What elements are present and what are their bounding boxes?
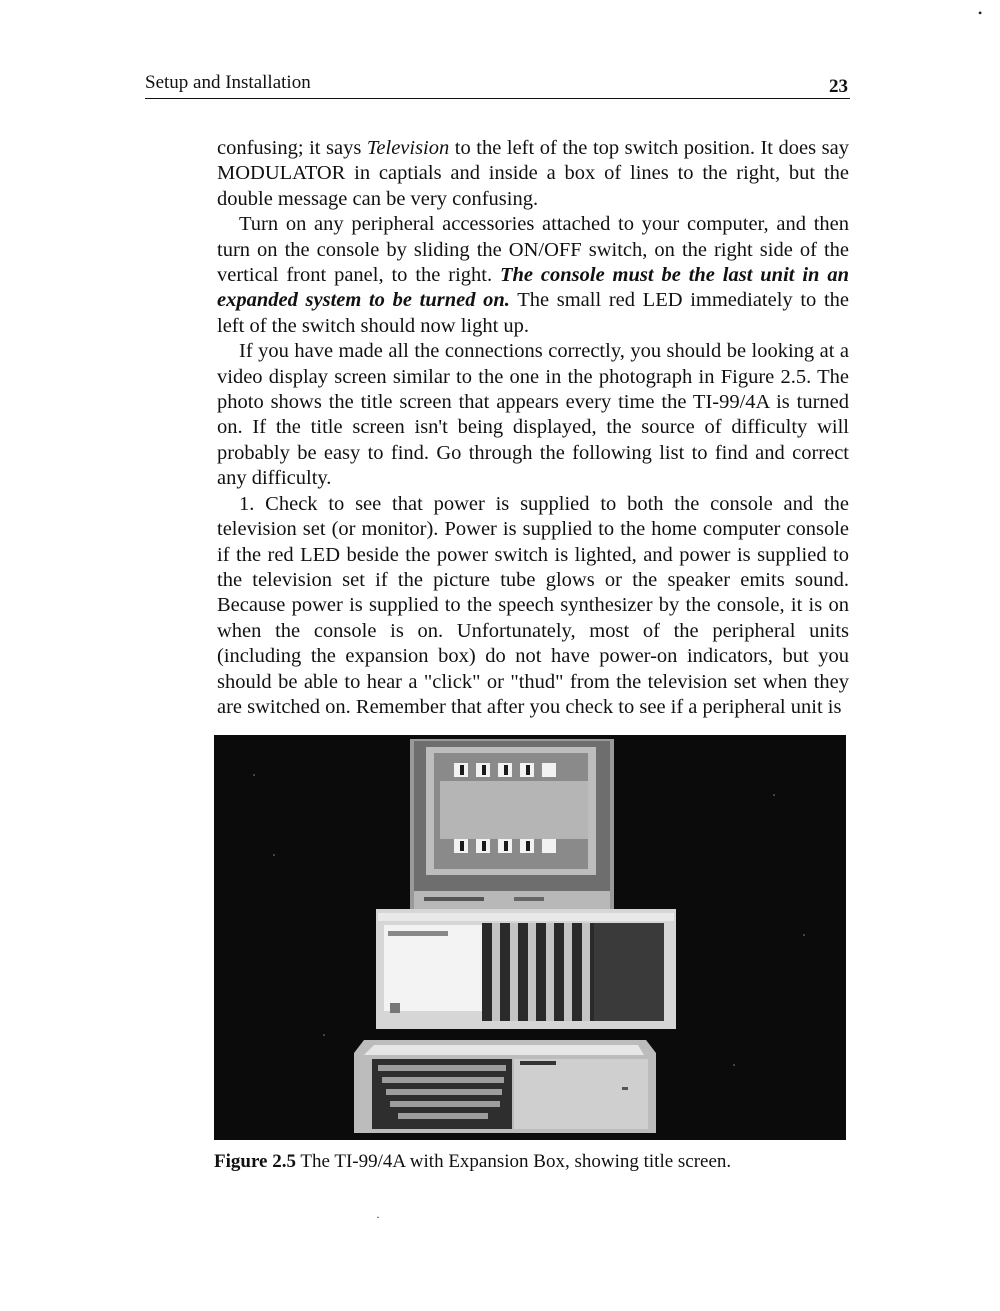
expansion-box-illustration bbox=[376, 909, 676, 1029]
paragraph-4: 1. Check to see that power is supplied to both the console and the television set (or monitor). Power is supplied to the home computer console if the red LED beside the power switch is lighted, and power is supplied to the television set if the picture tube glows or the speaker emits sound. Because power is supplied to the speech synthesizer by the console, it is on when the console is on. Unfortunately, most of the peripheral units (including the expansion box) do not have power-on indicators, but you should be able to hear a "click" or "thud" from the television set when they are switched on. Remember that after you check to see if a peripheral unit is bbox=[217, 492, 849, 718]
paragraph-2: Turn on any peripheral accessories attached to your computer, and then turn on the console by sliding the ON/OFF switch, on the right side of the vertical front panel, to the right. The console must be the last unit in an expanded system to be turned on. The small red LED immediately to the left of the switch should now light up. bbox=[217, 213, 849, 337]
header-title: Setup and Installation bbox=[145, 72, 311, 93]
paragraph-1: confusing; it says Television to the left of the top switch position. It does say MODULATOR in captials and inside a box of lines to the right, but the double message can be very confusing. bbox=[217, 137, 849, 210]
figure-label: Figure 2.5 bbox=[214, 1151, 296, 1172]
photo-illustration bbox=[214, 735, 846, 1140]
figure-caption bbox=[214, 1151, 731, 1173]
emphasis-television: Television bbox=[366, 137, 450, 159]
paragraph-3: If you have made all the connections correctly, you should be looking at a video display screen similar to the one in the photograph in Figure 2.5. The photo shows the title screen that appears every time the TI-99/4A is turned on. If the title screen isn't being displayed, the source of difficulty will probably be easy to find. Go through the following list to find and correct any difficulty. bbox=[217, 340, 849, 490]
monitor-illustration bbox=[410, 739, 614, 909]
emphasis-warning: The console must be the last unit in an expanded system to be turned on. bbox=[217, 264, 849, 312]
console-illustration bbox=[354, 1040, 656, 1133]
figure-photo bbox=[214, 735, 846, 1140]
scan-speck: • bbox=[978, 6, 983, 20]
figure-caption-text: The TI-99/4A with Expansion Box, showing title screen. bbox=[295, 1151, 732, 1172]
running-header bbox=[145, 72, 850, 99]
scan-speck: · bbox=[376, 1210, 380, 1224]
body-text bbox=[217, 136, 849, 720]
page-number: 23 bbox=[829, 76, 848, 97]
